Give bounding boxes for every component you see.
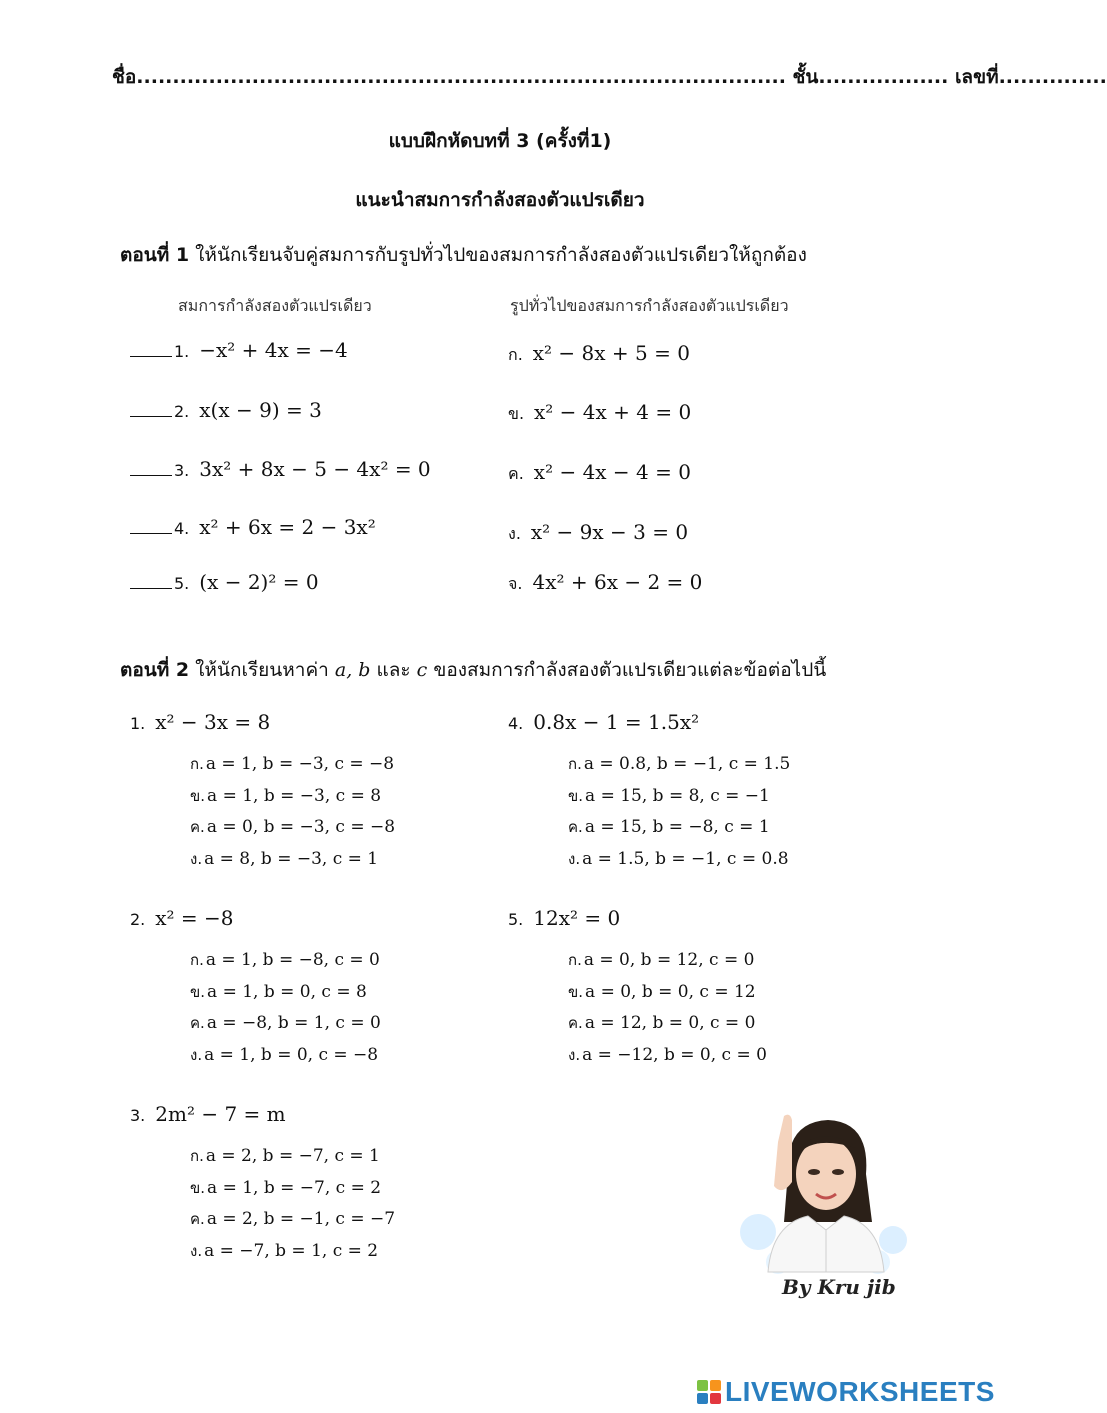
- question-4: [508, 710, 699, 734]
- match-item-3: [130, 457, 431, 481]
- equation: x² − 8x + 5 = 0: [532, 341, 690, 365]
- equation: 4x² + 6x − 2 = 0: [532, 570, 703, 594]
- equation: x² − 4x − 4 = 0: [533, 460, 691, 484]
- equation: 3x² + 8x − 5 − 4x² = 0: [199, 457, 431, 481]
- match-item-5: [130, 570, 319, 594]
- general-form-b: [508, 400, 691, 427]
- choice-label: ค.: [508, 464, 524, 483]
- question-equation: x² = −8: [155, 906, 234, 930]
- q3-option-a[interactable]: ก. a = 2, b = −7, c = 1: [190, 1146, 380, 1166]
- part1-instruction-text: ให้นักเรียนจับคู่สมการกับรูปทั่วไปของสมการกำลังสองตัวแปรเดียวให้ถูกต้อง: [195, 244, 807, 266]
- item-number: 1.: [174, 342, 190, 361]
- liveworksheets-logo-icon: [697, 1380, 721, 1404]
- equation: x² − 4x + 4 = 0: [534, 400, 692, 424]
- question-equation: 2m² − 7 = m: [155, 1102, 286, 1126]
- part1-instruction: [120, 240, 807, 270]
- q2-option-c[interactable]: ค. a = −8, b = 1, c = 0: [190, 1013, 381, 1033]
- part2-label: ตอนที่ 2: [120, 659, 190, 681]
- answer-blank-2[interactable]: [130, 402, 172, 417]
- q4-option-a[interactable]: ก. a = 0.8, b = −1, c = 1.5: [568, 754, 791, 774]
- part2-instruction: [120, 655, 826, 685]
- q4-option-c[interactable]: ค. a = 15, b = −8, c = 1: [568, 817, 770, 837]
- q1-option-b[interactable]: ข. a = 1, b = −3, c = 8: [190, 786, 382, 806]
- q5-option-c[interactable]: ค. a = 12, b = 0, c = 0: [568, 1013, 756, 1033]
- question-3: [130, 1102, 286, 1126]
- part2-instruction-a: ให้นักเรียนหาค่า: [195, 659, 329, 681]
- equation: x² + 6x = 2 − 3x²: [199, 515, 376, 539]
- choice-label: จ.: [508, 574, 523, 593]
- teacher-avatar-illustration: [738, 1112, 908, 1272]
- q4-option-b[interactable]: ข. a = 15, b = 8, c = −1: [568, 786, 770, 806]
- question-equation: 12x² = 0: [533, 906, 621, 930]
- part1-right-header: รูปทั่วไปของสมการกำลังสองตัวแปรเดียว: [510, 296, 789, 315]
- answer-blank-3[interactable]: [130, 461, 172, 476]
- general-form-d: [508, 520, 688, 547]
- match-item-1: [130, 338, 348, 362]
- part2-instruction-and: และ: [376, 659, 411, 681]
- q1-option-a[interactable]: ก. a = 1, b = −3, c = −8: [190, 754, 395, 774]
- q1-option-c[interactable]: ค. a = 0, b = −3, c = −8: [190, 817, 396, 837]
- answer-blank-5[interactable]: [130, 574, 172, 589]
- question-equation: x² − 3x = 8: [155, 710, 271, 734]
- equation: x(x − 9) = 3: [199, 398, 322, 422]
- q3-option-d[interactable]: ง. a = −7, b = 1, c = 2: [190, 1241, 379, 1261]
- q2-option-b[interactable]: ข. a = 1, b = 0, c = 8: [190, 982, 367, 1002]
- question-number: 5.: [508, 910, 524, 929]
- student-info-line[interactable]: ชื่อ.......................................................................................... ชั้น.................. เลขที่...............: [112, 66, 1107, 88]
- question-number: 3.: [130, 1106, 146, 1125]
- item-number: 5.: [174, 574, 190, 593]
- choice-label: ข.: [508, 404, 525, 423]
- part2-instruction-c: c: [416, 659, 428, 681]
- choice-label: ก.: [508, 345, 523, 364]
- part2-instruction-b: ของสมการกำลังสองตัวแปรเดียวแต่ละข้อต่อไปนี้: [433, 659, 827, 681]
- part1-label: ตอนที่ 1: [120, 244, 190, 266]
- question-equation: 0.8x − 1 = 1.5x²: [533, 710, 700, 734]
- worksheet-subtitle: แนะนำสมการกำลังสองตัวแปรเดียว: [355, 189, 645, 211]
- item-number: 2.: [174, 402, 190, 421]
- q2-option-d[interactable]: ง. a = 1, b = 0, c = −8: [190, 1045, 379, 1065]
- answer-blank-1[interactable]: [130, 342, 172, 357]
- question-number: 4.: [508, 714, 524, 733]
- q3-option-c[interactable]: ค. a = 2, b = −1, c = −7: [190, 1209, 396, 1229]
- q5-option-d[interactable]: ง. a = −12, b = 0, c = 0: [568, 1045, 767, 1065]
- part2-instruction-vars: a, b: [334, 659, 371, 681]
- q5-option-b[interactable]: ข. a = 0, b = 0, c = 12: [568, 982, 756, 1002]
- q3-option-b[interactable]: ข. a = 1, b = −7, c = 2: [190, 1178, 382, 1198]
- question-number: 1.: [130, 714, 146, 733]
- choice-label: ง.: [508, 524, 521, 543]
- part1-left-header: สมการกำลังสองตัวแปรเดียว: [178, 296, 372, 315]
- match-item-4: [130, 515, 376, 539]
- q2-option-a[interactable]: ก. a = 1, b = −8, c = 0: [190, 950, 380, 970]
- answer-blank-4[interactable]: [130, 519, 172, 534]
- question-2: [130, 906, 234, 930]
- item-number: 4.: [174, 519, 190, 538]
- question-number: 2.: [130, 910, 146, 929]
- general-form-c: [508, 460, 691, 487]
- q5-option-a[interactable]: ก. a = 0, b = 12, c = 0: [568, 950, 755, 970]
- signature: By Kru jib: [782, 1275, 896, 1299]
- general-form-e: [508, 570, 702, 597]
- item-number: 3.: [174, 461, 190, 480]
- liveworksheets-wordmark: LIVEWORKSHEETS: [725, 1376, 995, 1407]
- equation: (x − 2)² = 0: [199, 570, 319, 594]
- equation: x² − 9x − 3 = 0: [530, 520, 689, 544]
- general-form-a: [508, 341, 690, 368]
- worksheet-title: แบบฝึกหัดบทที่ 3 (ครั้งที่1): [388, 130, 612, 152]
- liveworksheets-watermark: [697, 1376, 995, 1408]
- q1-option-d[interactable]: ง. a = 8, b = −3, c = 1: [190, 849, 379, 869]
- question-5: [508, 906, 620, 930]
- q4-option-d[interactable]: ง. a = 1.5, b = −1, c = 0.8: [568, 849, 789, 869]
- equation: −x² + 4x = −4: [199, 338, 348, 362]
- question-1: [130, 710, 270, 734]
- match-item-2: [130, 398, 322, 422]
